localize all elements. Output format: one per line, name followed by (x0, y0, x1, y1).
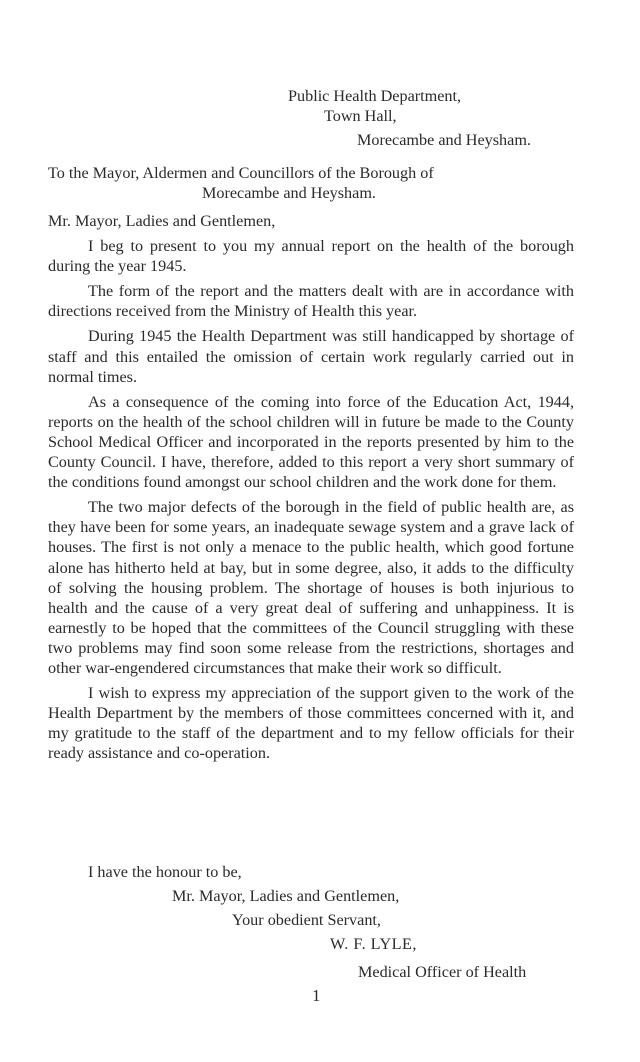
paragraph-4: As a consequence of the coming into force of the Education Act, 1944, reports on the health of the school children will in future be made to the County School Medical Officer and incorporated in the reports presented by him to the County Council. I have, therefore, added to this report a very short summary of the conditions found amongst our school children and the work done for them. (48, 392, 574, 492)
page-number: 1 (312, 986, 321, 1005)
signature-title: Medical Officer of Health (358, 963, 527, 981)
paragraph-5: The two major defects of the borough in the field of public health are, as they have been for some years, an inadequate sewage system and a grave lack of houses. The first is not only a menace to the public health, which good fortune alone has hitherto held at bay, but in some degree, also, it adds to the difficulty of solving the housing problem. The shortage of houses is both injurious to health and the cause of a very great deal of suffering and unhappiness. It is earnestly to be hoped that the committees of the Council struggling with these two problems may find soon some release from the restrictions, shortages and other war-engendered circumstances that make their work so difficult. (48, 498, 574, 677)
closing-line3: Your obedient Servant, (232, 911, 381, 929)
sender-address-line2: Town Hall, (324, 107, 397, 125)
recipient-line2: Morecambe and Heysham. (202, 184, 376, 203)
paragraph-3: During 1945 the Health Department was still handicapped by shortage of staff and this entailed the omission of certain work regularly carried out in normal times. (48, 327, 574, 386)
report-body (48, 211, 574, 768)
closing-line1: I have the honour to be, (88, 863, 242, 881)
paragraph-2: The form of the report and the matters dealt with are in accordance with directions received from the Ministry of Health this year. (48, 282, 574, 321)
sender-address-line1: Public Health Department, (288, 87, 462, 105)
recipient-line1: To the Mayor, Aldermen and Councillors of the Borough of (48, 164, 434, 182)
closing-line2: Mr. Mayor, Ladies and Gentlemen, (172, 887, 400, 905)
paragraph-6: I wish to express my appreciation of the support given to the work of the Health Department by the members of those committees concerned with it, and my gratitude to the staff of the department and to my fellow officials for their ready assistance and co-operation. (48, 684, 574, 763)
recipient-block (48, 163, 574, 203)
paragraph-1: I beg to present to you my annual report on the health of the borough during the year 1945. (48, 237, 574, 276)
salutation: Mr. Mayor, Ladies and Gentlemen, (48, 212, 276, 230)
signature-name: W. F. LYLE, (330, 935, 417, 953)
sender-address-line3: Morecambe and Heysham. (357, 131, 531, 149)
